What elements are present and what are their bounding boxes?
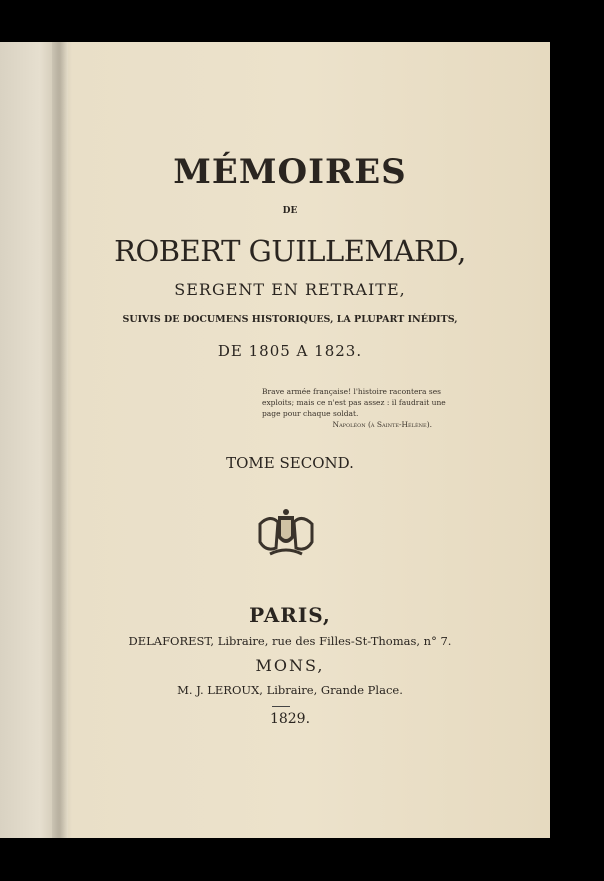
heraldic-emblem-icon xyxy=(256,508,316,560)
city-paris: PARIS, xyxy=(249,603,331,627)
page-fold xyxy=(52,42,68,838)
title-de: DE xyxy=(282,206,298,216)
author-name: ROBERT GUILLEMARD, xyxy=(114,234,466,268)
suivis-line: SUIVIS DE DOCUMENS HISTORIQUES, LA PLUPART INÉDITS, xyxy=(122,314,458,325)
divider xyxy=(272,706,290,707)
subtitle: SERGENT EN RETRAITE, xyxy=(174,280,406,299)
epigraph-line: exploits; mais ce n'est pas assez : il faudrait une xyxy=(262,398,446,407)
publication-year: 1829. xyxy=(269,711,311,727)
city-mons: MONS, xyxy=(255,656,325,675)
epigraph-attribution: Napoléon (à Sainte-Hélène). xyxy=(332,420,432,429)
date-range: DE 1805 A 1823. xyxy=(217,342,363,360)
publisher-mons: M. J. LEROUX, Libraire, Grande Place. xyxy=(177,683,403,697)
volume-label: TOME SECOND. xyxy=(226,454,354,472)
publisher-paris: DELAFOREST, Libraire, rue des Filles-St-Thomas, n° 7. xyxy=(128,634,452,648)
epigraph xyxy=(262,386,452,430)
epigraph-line: Brave armée française! l'histoire racontera ses xyxy=(262,387,441,396)
epigraph-line: page pour chaque soldat. xyxy=(262,409,359,418)
book-title: MÉMOIRES xyxy=(173,152,407,192)
